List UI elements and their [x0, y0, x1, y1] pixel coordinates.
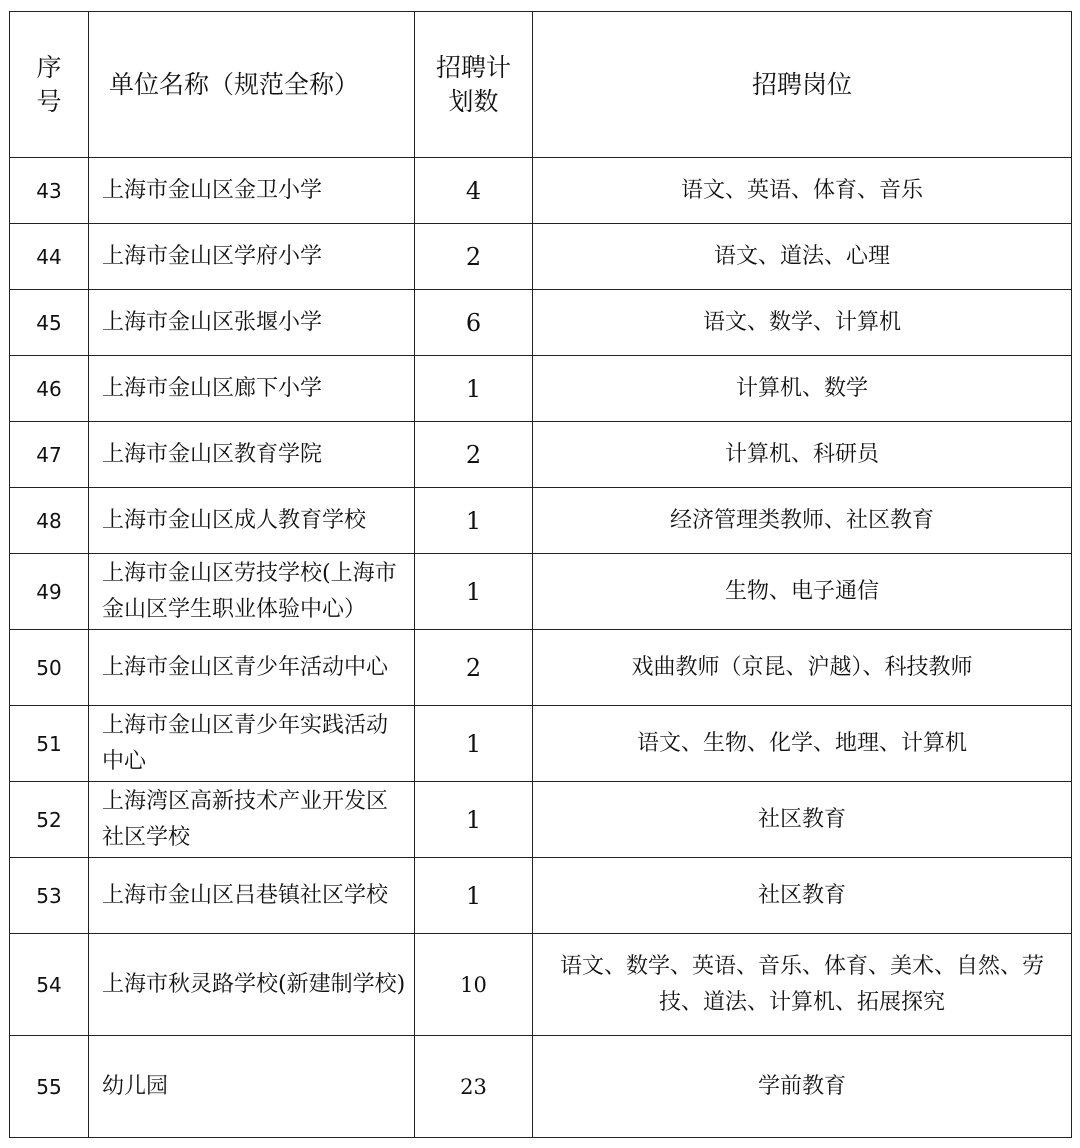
row-positions: 学前教育 [533, 1036, 1072, 1138]
row-plan-count: 10 [415, 934, 533, 1036]
row-positions: 语文、数学、计算机 [533, 290, 1072, 356]
row-serial: 46 [10, 356, 89, 422]
table-row [10, 158, 1072, 224]
row-plan-count: 6 [415, 290, 533, 356]
table-row [10, 554, 1072, 630]
row-plan-count: 2 [415, 224, 533, 290]
row-positions: 语文、生物、化学、地理、计算机 [533, 706, 1072, 782]
table-header-row [10, 12, 1072, 158]
row-unit-name: 上海市金山区学府小学 [89, 224, 415, 290]
header-positions: 招聘岗位 [533, 12, 1072, 158]
row-positions: 语文、数学、英语、音乐、体育、美术、自然、劳技、道法、计算机、拓展探究 [533, 934, 1072, 1036]
row-plan-count: 2 [415, 422, 533, 488]
row-plan-count: 1 [415, 706, 533, 782]
row-positions: 语文、英语、体育、音乐 [533, 158, 1072, 224]
row-serial: 50 [10, 630, 89, 706]
table-row [10, 422, 1072, 488]
table-row [10, 290, 1072, 356]
row-unit-name: 上海湾区高新技术产业开发区社区学校 [89, 782, 415, 858]
row-serial: 49 [10, 554, 89, 630]
row-positions: 戏曲教师（京昆、沪越）、科技教师 [533, 630, 1072, 706]
row-unit-name: 幼儿园 [89, 1036, 415, 1138]
row-unit-name: 上海市金山区张堰小学 [89, 290, 415, 356]
header-serial-number [10, 12, 89, 158]
row-unit-name: 上海市金山区成人教育学校 [89, 488, 415, 554]
recruitment-table [9, 11, 1072, 1138]
row-serial: 48 [10, 488, 89, 554]
row-plan-count: 1 [415, 858, 533, 934]
table-row [10, 858, 1072, 934]
row-serial: 54 [10, 934, 89, 1036]
row-serial: 51 [10, 706, 89, 782]
row-unit-name: 上海市金山区廊下小学 [89, 356, 415, 422]
table-row [10, 630, 1072, 706]
row-positions: 计算机、科研员 [533, 422, 1072, 488]
row-serial: 55 [10, 1036, 89, 1138]
header-serial-line1: 序 [36, 52, 62, 82]
row-plan-count: 1 [415, 782, 533, 858]
header-serial-line2: 号 [36, 86, 62, 116]
table-row [10, 1036, 1072, 1138]
row-positions: 计算机、数学 [533, 356, 1072, 422]
row-serial: 52 [10, 782, 89, 858]
table-row [10, 782, 1072, 858]
table-row [10, 224, 1072, 290]
row-positions: 经济管理类教师、社区教育 [533, 488, 1072, 554]
row-serial: 43 [10, 158, 89, 224]
row-serial: 44 [10, 224, 89, 290]
row-plan-count: 1 [415, 554, 533, 630]
row-unit-name: 上海市金山区青少年实践活动中心 [89, 706, 415, 782]
row-serial: 53 [10, 858, 89, 934]
row-unit-name: 上海市金山区吕巷镇社区学校 [89, 858, 415, 934]
row-unit-name: 上海市金山区劳技学校(上海市金山区学生职业体验中心） [89, 554, 415, 630]
row-serial: 47 [10, 422, 89, 488]
row-plan-count: 1 [415, 356, 533, 422]
row-unit-name: 上海市金山区青少年活动中心 [89, 630, 415, 706]
row-positions: 社区教育 [533, 782, 1072, 858]
row-plan-count: 4 [415, 158, 533, 224]
header-plan-count [415, 12, 533, 158]
table-row [10, 706, 1072, 782]
row-unit-name: 上海市金山区金卫小学 [89, 158, 415, 224]
table-row [10, 934, 1072, 1036]
row-positions: 语文、道法、心理 [533, 224, 1072, 290]
table-row [10, 356, 1072, 422]
row-serial: 45 [10, 290, 89, 356]
row-positions: 生物、电子通信 [533, 554, 1072, 630]
row-plan-count: 23 [415, 1036, 533, 1138]
row-positions: 社区教育 [533, 858, 1072, 934]
header-plan-line1: 招聘计 [435, 52, 511, 82]
row-unit-name: 上海市金山区教育学院 [89, 422, 415, 488]
row-unit-name: 上海市秋灵路学校(新建制学校) [89, 934, 415, 1036]
row-plan-count: 1 [415, 488, 533, 554]
header-unit-name: 单位名称（规范全称） [89, 12, 415, 158]
header-plan-line2: 划数 [448, 86, 499, 116]
table-row [10, 488, 1072, 554]
row-plan-count: 2 [415, 630, 533, 706]
